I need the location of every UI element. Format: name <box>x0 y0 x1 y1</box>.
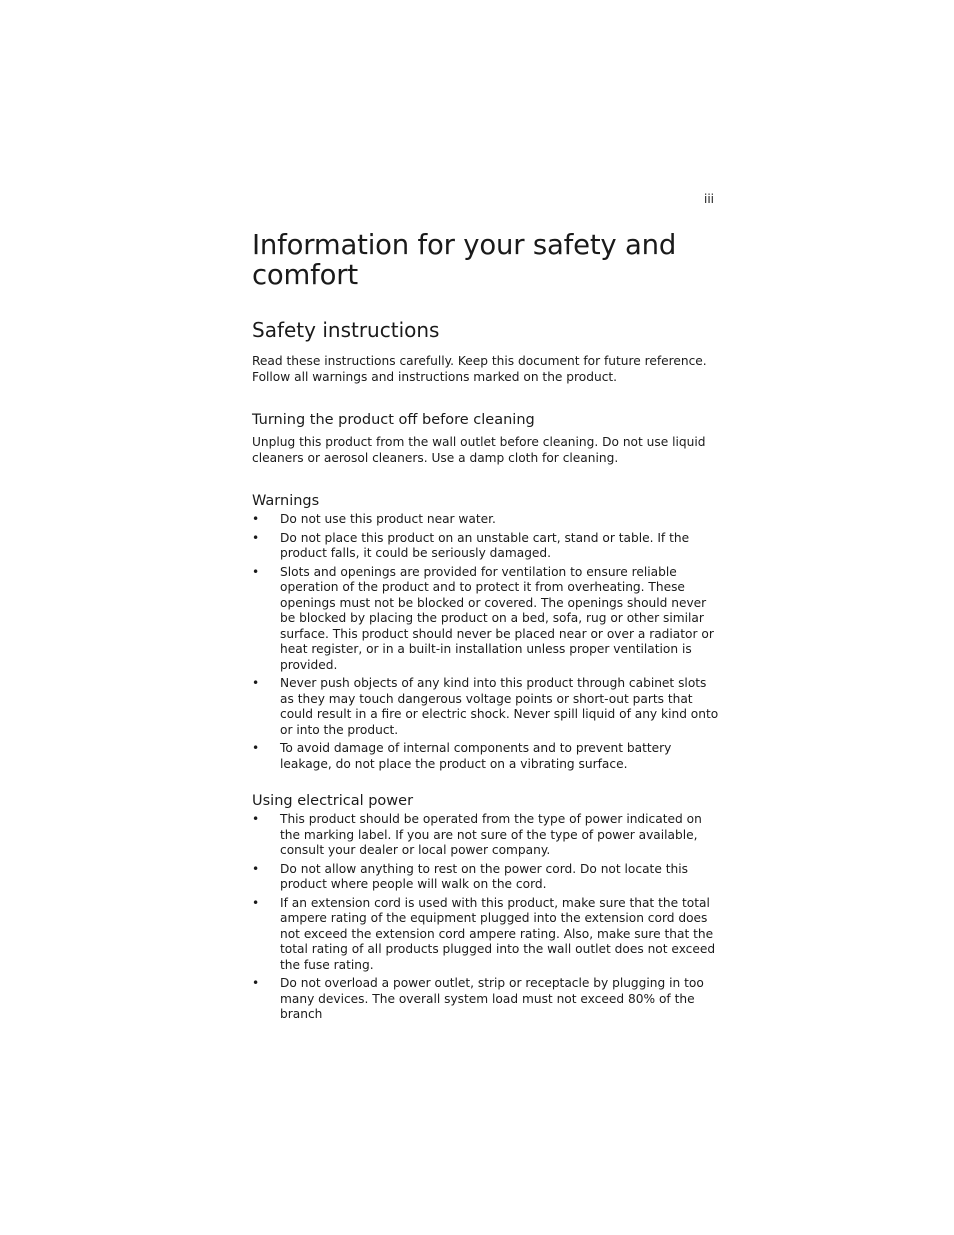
list-item <box>252 741 722 772</box>
list-item-text: Slots and openings are provided for ventilation to ensure reliable operation of the product and to protect it from overheating. These openings must not be blocked or covered. The openings should never be blocked by placing the product on a bed, sofa, rug or other similar surface. This product should never be placed near or over a radiator or heat register, or in a built-in installation unless proper ventilation is provided. <box>280 564 714 672</box>
list-item <box>252 896 722 974</box>
page-content <box>252 230 722 1026</box>
list-item-text: Do not use this product near water. <box>280 512 496 526</box>
list-item <box>252 862 722 893</box>
list-item <box>252 512 722 528</box>
warnings-list <box>252 512 722 772</box>
list-item-text: Never push objects of any kind into this product through cabinet slots as they may touch dangerous voltage points or short-out parts that could result in a fire or electric shock. Never spill liquid of any kind onto or into the product. <box>280 676 719 737</box>
bullet-icon: • <box>252 564 260 579</box>
list-item-text: This product should be operated from the type of power indicated on the marking label. If you are not sure of the type of power available, consult your dealer or local power company. <box>280 812 702 857</box>
bullet-icon: • <box>252 976 260 990</box>
list-item-text: Do not allow anything to rest on the power cord. Do not locate this product where people will walk on the cord. <box>280 861 688 891</box>
list-item <box>252 812 722 859</box>
page-number: iii <box>704 192 715 206</box>
section-title: Safety instructions <box>252 318 440 342</box>
bullet-icon: • <box>252 812 260 826</box>
document-title: Information for your safety and comfort <box>252 229 677 291</box>
list-item-text: If an extension cord is used with this product, make sure that the total ampere rating of the equipment plugged into the extension cord does not exceed the extension cord ampere rating. Also, make sure that the total rating of all products plugged into the wall outlet does not exceed the fuse rating. <box>280 895 716 972</box>
list-item-text: Do not place this product on an unstable cart, stand or table. If the product falls, it could be seriously damaged. <box>280 530 690 560</box>
list-item-text: To avoid damage of internal components and to prevent battery leakage, do not place the product on a vibrating surface. <box>280 741 672 771</box>
cleaning-paragraph: Unplug this product from the wall outlet before cleaning. Do not use liquid cleaners or aerosol cleaners. Use a damp cloth for cleaning. <box>252 435 706 465</box>
list-item <box>252 676 722 738</box>
intro-paragraph: Read these instructions carefully. Keep this document for future reference. Follow all warnings and instructions marked on the product. <box>252 354 707 384</box>
list-item-text: Do not overload a power outlet, strip or receptacle by plugging in too many devices. The overall system load must not exceed 80% of the branch <box>280 976 704 1021</box>
list-item <box>252 565 722 674</box>
list-item <box>252 976 722 1023</box>
power-list <box>252 812 722 1023</box>
bullet-icon: • <box>252 861 260 876</box>
bullet-icon: • <box>252 530 260 545</box>
warnings-heading: Warnings <box>252 493 320 509</box>
bullet-icon: • <box>252 895 260 910</box>
list-item <box>252 531 722 562</box>
bullet-icon: • <box>252 741 260 755</box>
bullet-icon: • <box>252 512 260 526</box>
power-heading: Using electrical power <box>252 793 414 809</box>
bullet-icon: • <box>252 676 260 690</box>
cleaning-heading: Turning the product off before cleaning <box>252 412 535 428</box>
